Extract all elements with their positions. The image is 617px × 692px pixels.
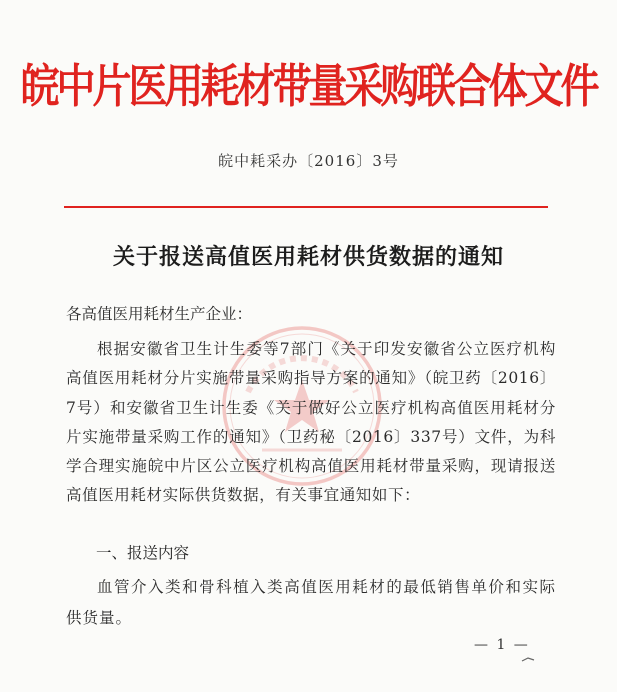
salutation: 各高值医用耗材生产企业： xyxy=(66,305,253,323)
notice-title: 关于报送高值医用耗材供货数据的通知 xyxy=(112,244,504,270)
page-number: — 1 — xyxy=(474,637,530,653)
document-number: 皖中耗采办〔2016〕3号 xyxy=(218,152,399,170)
document-header-title: 皖中片医用耗材带量采购联合体文件 xyxy=(20,59,597,114)
red-divider-line xyxy=(64,206,548,208)
section-1-paragraph: 血管介入类和骨科植入类高值医用耗材的最低销售单价和实际供货量。 xyxy=(66,578,556,627)
body-paragraph-1: 根据安徽省卫生计生委等7部门《关于印发安徽省公立医疗机构高值医用耗材分片实施带量采购指导方案的通知》（皖卫药〔2016〕7号）和安徽省卫生计生委《关于做好公立医疗机构高值医用耗材分片实施带量采购工作的通知》（卫药秘〔2016〕337号）文件，为科学合理实施皖中片区公立医疗机构高值医用耗材带量采购，现请报送高值医用耗材实际供货数据，有关事宜通知如下： xyxy=(66,340,556,505)
scan-mark-icon xyxy=(520,655,540,665)
section-heading-1: 一、报送内容 xyxy=(96,544,190,562)
